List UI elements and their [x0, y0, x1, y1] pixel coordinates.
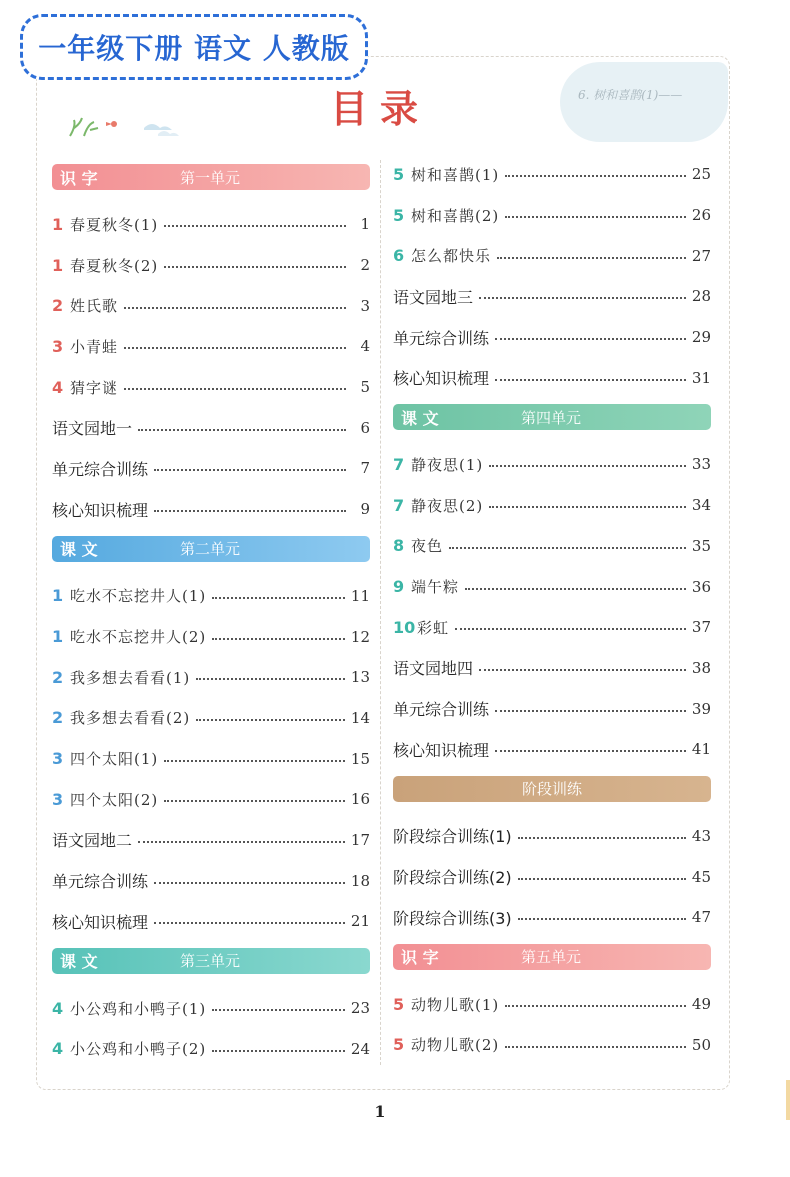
section-category: 课 文 [60, 952, 98, 972]
entry-page: 25 [691, 165, 711, 184]
entry-page: 47 [691, 908, 711, 927]
entry-title: 吃水不忘挖井人(2) [70, 628, 207, 647]
entry-number: 7 [393, 454, 405, 474]
toc-entry[interactable] [393, 317, 711, 358]
entry-page: 17 [350, 830, 370, 849]
toc-entry[interactable] [52, 204, 370, 245]
section-spacer [52, 942, 370, 948]
toc-entry[interactable] [52, 738, 370, 779]
dot-leader [154, 922, 345, 924]
entry-title: 单元综合训练 [52, 459, 149, 479]
entry-page: 36 [691, 577, 711, 596]
dot-leader [196, 678, 345, 680]
entry-title: 猜字谜 [70, 378, 119, 397]
entry-page: 34 [691, 496, 711, 515]
entry-title: 夜色 [411, 537, 444, 556]
entry-page: 50 [691, 1035, 711, 1054]
dot-leader [164, 800, 345, 802]
entry-page: 33 [691, 455, 711, 474]
dot-leader [495, 710, 686, 712]
continued-entries [393, 154, 711, 398]
entry-number: 2 [52, 667, 64, 687]
right-column [393, 164, 711, 1071]
toc-entry[interactable] [52, 616, 370, 657]
toc-entry[interactable] [393, 526, 711, 567]
toc-entry[interactable] [393, 154, 711, 195]
left-column [52, 164, 370, 1075]
entry-page: 39 [691, 699, 711, 718]
dot-leader [505, 1046, 686, 1048]
dot-leader [465, 588, 686, 590]
section-spacer [393, 938, 711, 944]
toc-entry[interactable] [393, 648, 711, 689]
entry-page: 13 [350, 668, 370, 687]
entry-title: 我多想去看看(2) [70, 709, 191, 728]
entry-number: 2 [52, 708, 64, 728]
entry-number: 7 [393, 495, 405, 515]
section-header [393, 776, 711, 802]
dot-leader [124, 307, 346, 309]
dot-leader [124, 347, 346, 349]
dot-leader [164, 225, 346, 227]
section-category: 课 文 [401, 408, 439, 428]
entry-page: 5 [360, 378, 370, 397]
entry-number: 1 [52, 627, 64, 647]
page-edge-strip [786, 1080, 790, 1120]
entry-number: 3 [52, 789, 64, 809]
entry-page: 28 [691, 287, 711, 306]
entry-number: 5 [393, 1035, 405, 1055]
entry-title: 姓氏歌 [70, 297, 119, 316]
entry-page: 7 [360, 459, 370, 478]
section-spacer [393, 1065, 711, 1071]
dot-leader [455, 628, 686, 630]
entry-title: 单元综合训练 [52, 872, 149, 892]
toc-entry[interactable] [52, 448, 370, 489]
toc-entry[interactable] [393, 897, 711, 938]
entry-page: 23 [350, 999, 370, 1018]
toc-entry[interactable] [393, 195, 711, 236]
section-header [52, 948, 370, 974]
toc-entry[interactable] [393, 485, 711, 526]
toc-entry[interactable] [393, 235, 711, 276]
section-category: 课 文 [60, 540, 98, 559]
dot-leader [505, 175, 686, 177]
entry-number: 1 [52, 586, 64, 606]
entry-title: 小青蛙 [70, 337, 119, 356]
entry-page: 38 [691, 658, 711, 677]
plant-bird-decoration-icon [66, 112, 186, 142]
entry-title: 树和喜鹊(1) [411, 165, 500, 184]
entry-page: 45 [691, 867, 711, 886]
dot-leader [138, 841, 345, 843]
entry-number: 1 [52, 255, 64, 275]
toc-entry[interactable] [52, 779, 370, 820]
dot-leader [497, 257, 686, 259]
entry-page: 1 [360, 215, 370, 234]
dot-leader [518, 878, 686, 880]
entry-number: 5 [393, 994, 405, 1014]
entry-title: 小公鸡和小鸭子(1) [70, 999, 207, 1018]
entry-title: 单元综合训练 [393, 700, 490, 720]
entry-title: 四个太阳(2) [70, 790, 159, 809]
entry-title: 彩虹 [417, 618, 450, 637]
toc-entry[interactable] [52, 245, 370, 286]
entry-title: 我多想去看看(1) [70, 668, 191, 687]
toc-entry[interactable] [393, 357, 711, 398]
entry-number: 3 [52, 749, 64, 769]
toc-entry[interactable] [393, 856, 711, 897]
entry-title: 单元综合训练 [393, 328, 490, 348]
entry-page: 12 [350, 627, 370, 646]
entry-title: 静夜思(2) [411, 496, 484, 515]
faint-header-text: 6. 树和喜鹊(1)—— [578, 88, 683, 102]
entry-page: 43 [691, 826, 711, 845]
entry-title: 春夏秋冬(2) [70, 256, 159, 275]
entry-number: 4 [52, 998, 64, 1018]
entry-page: 16 [350, 790, 370, 809]
section-spacer [393, 770, 711, 776]
toc-entry[interactable] [52, 901, 370, 942]
section-category: 识 字 [60, 168, 98, 188]
entry-title: 阶段综合训练(3) [393, 908, 512, 928]
entry-title: 吃水不忘挖井人(1) [70, 587, 207, 606]
toc-entry[interactable] [52, 860, 370, 901]
entry-page: 26 [691, 206, 711, 225]
dot-leader [154, 469, 346, 471]
entry-page: 6 [360, 418, 370, 437]
entry-title: 动物儿歌(2) [411, 1036, 500, 1055]
entry-title: 端午粽 [411, 578, 460, 597]
entry-number: 10 [393, 617, 416, 637]
entry-number: 6 [393, 246, 405, 266]
dot-leader [154, 882, 345, 884]
section-header [393, 944, 711, 970]
entry-page: 9 [360, 500, 370, 519]
entry-title: 语文园地四 [393, 659, 474, 679]
dot-leader [138, 429, 346, 431]
section-category: 识 字 [401, 948, 439, 968]
entry-title: 怎么都快乐 [411, 247, 492, 266]
section-header [393, 404, 711, 430]
entry-title: 核心知识梳理 [52, 912, 149, 932]
section-header [52, 536, 370, 562]
entry-page: 49 [691, 995, 711, 1014]
entry-title: 阶段综合训练(2) [393, 868, 512, 888]
entry-number: 4 [52, 1039, 64, 1059]
dot-leader [479, 669, 686, 671]
entry-page: 24 [350, 1039, 370, 1058]
entry-title: 语文园地三 [393, 287, 474, 307]
toc-entry[interactable] [52, 657, 370, 698]
toc-entry[interactable] [393, 607, 711, 648]
toc-entry[interactable] [52, 407, 370, 448]
grade-subject-badge: 一年级下册 语文 人教版 [20, 14, 368, 80]
dot-leader [124, 388, 346, 390]
entry-page: 2 [360, 256, 370, 275]
entry-title: 核心知识梳理 [393, 740, 490, 760]
entry-number: 9 [393, 577, 405, 597]
dot-leader [164, 760, 345, 762]
dot-leader [518, 837, 686, 839]
dot-leader [479, 297, 686, 299]
entry-number: 4 [52, 377, 64, 397]
toc-entry[interactable] [393, 816, 711, 857]
entry-page: 31 [691, 368, 711, 387]
entry-title: 静夜思(1) [411, 455, 484, 474]
dot-leader [489, 465, 686, 467]
dot-leader [495, 338, 686, 340]
toc-entry[interactable] [52, 489, 370, 530]
entry-title: 核心知识梳理 [393, 369, 490, 389]
entry-title: 动物儿歌(1) [411, 995, 500, 1014]
entry-title: 小公鸡和小鸭子(2) [70, 1040, 207, 1059]
section-unit: 第二单元 [180, 540, 241, 558]
entry-title: 语文园地一 [52, 419, 133, 439]
section-spacer [52, 530, 370, 536]
toc-entry[interactable] [393, 276, 711, 317]
entry-title: 语文园地二 [52, 831, 133, 851]
dot-leader [505, 216, 686, 218]
entry-page: 18 [350, 871, 370, 890]
column-divider [380, 160, 381, 1065]
entry-page: 21 [350, 912, 370, 931]
entry-number: 1 [52, 214, 64, 234]
dot-leader [212, 1009, 345, 1011]
section-unit: 阶段训练 [521, 780, 582, 799]
entry-title: 春夏秋冬(1) [70, 215, 159, 234]
page-number: 1 [374, 1102, 386, 1121]
dot-leader [154, 510, 346, 512]
toc-entry[interactable] [393, 688, 711, 729]
toc-entry[interactable] [52, 820, 370, 861]
dot-leader [164, 266, 346, 268]
dot-leader [212, 1050, 345, 1052]
entry-page: 27 [691, 246, 711, 265]
entry-title: 阶段综合训练(1) [393, 827, 512, 847]
section-header [52, 164, 370, 190]
entry-page: 35 [691, 536, 711, 555]
toc-entry[interactable] [393, 444, 711, 485]
toc-entry[interactable] [393, 566, 711, 607]
entry-number: 8 [393, 536, 405, 556]
entry-page: 3 [360, 296, 370, 315]
entry-page: 11 [350, 586, 370, 605]
section-unit: 第三单元 [180, 952, 241, 971]
toc-entry[interactable] [393, 729, 711, 770]
entry-title: 核心知识梳理 [52, 500, 149, 520]
section-unit: 第四单元 [521, 408, 582, 427]
entry-page: 41 [691, 740, 711, 759]
entry-title: 树和喜鹊(2) [411, 206, 500, 225]
entry-page: 37 [691, 618, 711, 637]
dot-leader [518, 918, 686, 920]
dot-leader [212, 638, 345, 640]
dot-leader [196, 719, 345, 721]
section-unit: 第一单元 [180, 168, 241, 187]
toc-entry[interactable] [52, 367, 370, 408]
toc-entry[interactable] [52, 988, 370, 1029]
section-spacer [52, 1069, 370, 1075]
entry-number: 5 [393, 205, 405, 225]
section-unit: 第五单元 [521, 948, 582, 967]
entry-page: 15 [350, 749, 370, 768]
toc-entry[interactable] [52, 326, 370, 367]
toc-entry[interactable] [52, 576, 370, 617]
dot-leader [212, 597, 345, 599]
entry-page: 4 [360, 337, 370, 356]
entry-number: 2 [52, 296, 64, 316]
entry-number: 5 [393, 164, 405, 184]
toc-entry[interactable] [393, 984, 711, 1025]
entry-title: 四个太阳(1) [70, 750, 159, 769]
entry-page: 14 [350, 708, 370, 727]
dot-leader [495, 379, 686, 381]
toc-entry[interactable] [52, 698, 370, 739]
dot-leader [495, 750, 686, 752]
entry-page: 29 [691, 328, 711, 347]
toc-entry[interactable] [393, 1024, 711, 1065]
toc-entry[interactable] [52, 285, 370, 326]
dot-leader [449, 547, 686, 549]
toc-entry[interactable] [52, 1028, 370, 1069]
entry-number: 3 [52, 336, 64, 356]
page-title: 目录 [330, 87, 431, 131]
dot-leader [489, 506, 686, 508]
dot-leader [505, 1005, 686, 1007]
